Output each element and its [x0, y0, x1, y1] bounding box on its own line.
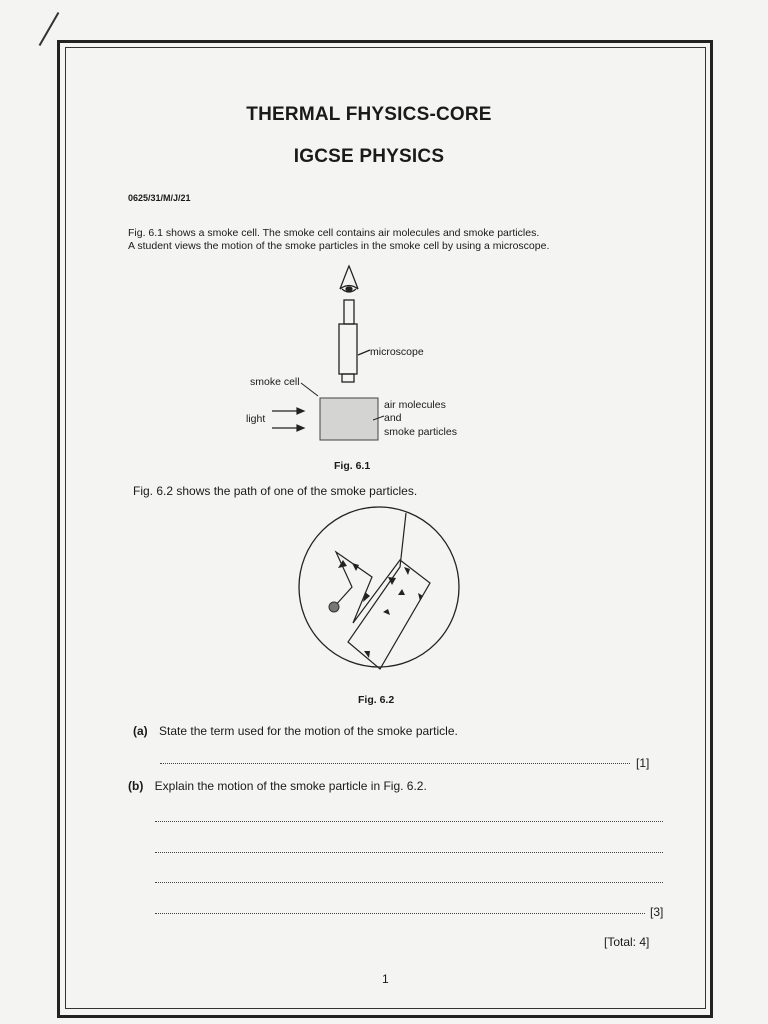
fig-6-2-diagram — [290, 505, 470, 685]
marks-a: [1] — [636, 756, 650, 770]
fig-6-1-caption: Fig. 6.1 — [334, 460, 371, 472]
fig-6-2-caption: Fig. 6.2 — [358, 694, 395, 706]
answer-line-b-3[interactable] — [155, 882, 663, 883]
smoke-cell — [320, 398, 378, 440]
eye-icon — [340, 266, 358, 292]
light-arrows — [272, 408, 304, 431]
fig-6-2-intro: Fig. 6.2 shows the path of one of the smoke particles. — [133, 484, 418, 498]
answer-line-b-1[interactable] — [155, 821, 663, 822]
particle-path — [334, 513, 430, 669]
microscope-icon — [339, 300, 370, 382]
question-a — [133, 724, 458, 738]
question-a-label: (a) — [133, 724, 148, 738]
path-arrows — [338, 560, 423, 658]
answer-line-a[interactable] — [160, 763, 630, 764]
label-light: light — [246, 413, 266, 425]
smoke-cell-pointer — [301, 383, 318, 396]
label-microscope: microscope — [370, 346, 424, 358]
total-marks: [Total: 4] — [604, 935, 650, 949]
question-b-text: Explain the motion of the smoke particle in Fig. 6.2. — [154, 779, 427, 793]
intro-line-2: A student views the motion of the smoke particles in the smoke cell by using a microscope. — [128, 240, 550, 252]
label-smoke-particles: smoke particles — [384, 426, 457, 438]
page-title: THERMAL FHYSICS-CORE — [246, 104, 492, 125]
microscope-view-circle — [299, 507, 459, 667]
label-smoke-cell: smoke cell — [250, 376, 300, 388]
question-a-text: State the term used for the motion of the smoke particle. — [159, 724, 458, 738]
label-air-molecules: air molecules — [384, 399, 446, 411]
intro-line-1: Fig. 6.1 shows a smoke cell. The smoke cell contains air molecules and smoke particles. — [128, 227, 540, 239]
label-and: and — [384, 412, 402, 424]
answer-line-b-2[interactable] — [155, 852, 663, 853]
question-b — [128, 779, 427, 793]
marks-b: [3] — [650, 905, 664, 919]
answer-line-b-4[interactable] — [155, 913, 645, 914]
page-subtitle: IGCSE PHYSICS — [293, 146, 445, 167]
smoke-particle — [329, 602, 339, 612]
question-b-label: (b) — [128, 779, 144, 793]
paper-code: 0625/31/M/J/21 — [128, 193, 191, 203]
page-number: 1 — [382, 972, 389, 986]
